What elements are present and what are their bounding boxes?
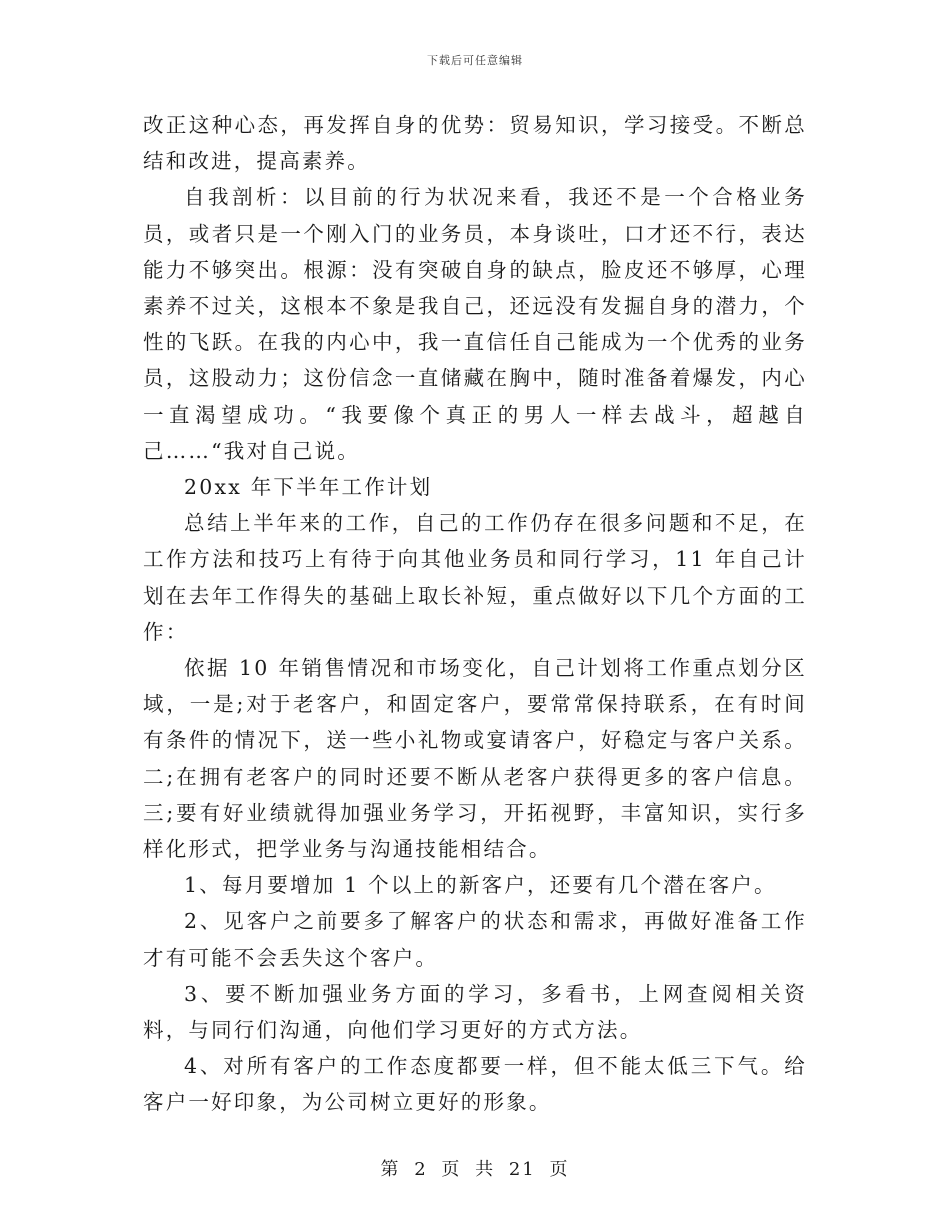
paragraph: 自我剖析：以目前的行为状况来看，我还不是一个合格业务员，或者只是一个刚入门的业务员，本身谈吐，口才还不行，表达能力不够突出。根源：没有突破自身的缺点，脸皮还不够厚，心理素养不过关，这根本不象是我自己，还远没有发掘自身的潜力，个性的飞跃。在我的内心中，我一直信任自己能成为一个优秀的业务员，这股动力；这份信念一直储藏在胸中，随时准备着爆发，内心一直渴望成功。“我要像个真正的男人一样去战斗，超越自己……“我对自己说。	[143, 185, 807, 463]
section-heading: 20xx 年下半年工作计划	[184, 475, 433, 500]
document-body	[143, 107, 807, 1121]
paragraph: 依据 10 年销售情况和市场变化，自己计划将工作重点划分区域，一是;对于老客户，和固定客户，要常常保持联系，在有时间有条件的情况下，送一些小礼物或宴请客户，好稳定与客户关系。二;在拥有老客户的同时还要不断从老客户获得更多的客户信息。三;要有好业绩就得加强业务学习，开拓视野，丰富知识，实行多样化形式，把学业务与沟通技能相结合。	[143, 656, 807, 862]
page-number: 第 2 页 共 21 页	[380, 1159, 570, 1180]
list-item: 1、每月要增加 1 个以上的新客户，还要有几个潜在客户。	[184, 873, 777, 898]
list-item: 3、要不断加强业务方面的学习，多看书，上网查阅相关资料，与同行们沟通，向他们学习更好的方式方法。	[143, 981, 807, 1043]
paragraph: 改正这种心态，再发挥自身的优势：贸易知识，学习接受。不断总结和改进，提高素养。	[143, 113, 807, 174]
page-header-note: 下载后可任意编辑	[427, 54, 523, 67]
list-item: 2、见客户之前要多了解客户的状态和需求，再做好准备工作才有可能不会丢失这个客户。	[143, 909, 807, 970]
list-item: 4、对所有客户的工作态度都要一样，但不能太低三下气。给客户一好印象，为公司树立更好的形象。	[143, 1054, 807, 1115]
paragraph: 总结上半年来的工作，自己的工作仍存在很多问题和不足，在工作方法和技巧上有待于向其他业务员和同行学习，11 年自己计划在去年工作得失的基础上取长补短，重点做好以下几个方面的工作：	[143, 511, 807, 644]
